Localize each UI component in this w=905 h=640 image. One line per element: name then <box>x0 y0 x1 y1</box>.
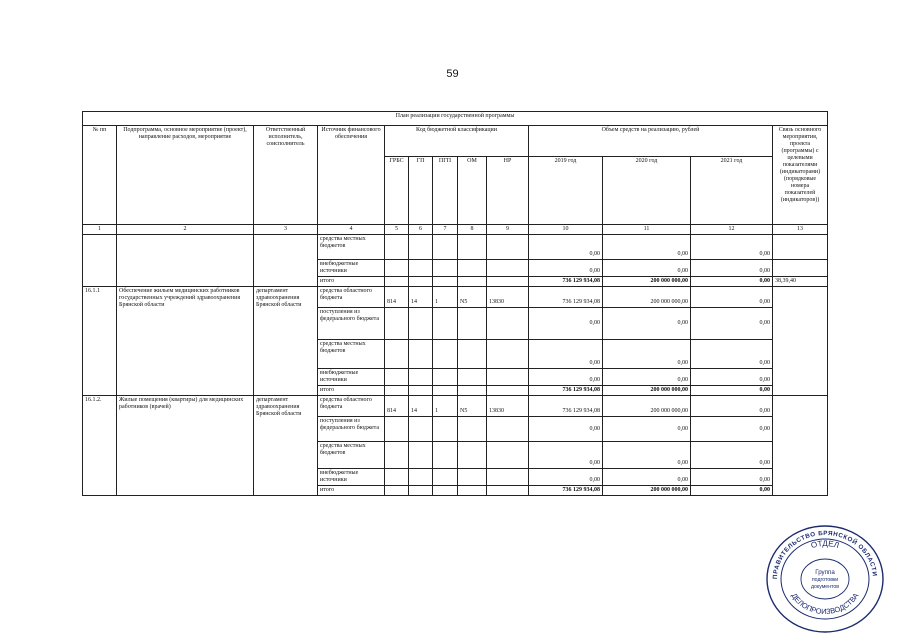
total-2019: 736 129 934,08 <box>529 486 603 496</box>
value-2020: 0,00 <box>603 235 691 260</box>
value-2019: 0,00 <box>529 442 603 469</box>
value-2020: 0,00 <box>603 340 691 369</box>
col-number: 12 <box>691 225 773 235</box>
program-plan-table <box>82 111 828 496</box>
value-2020: 0,00 <box>603 260 691 277</box>
header-no: № пп <box>83 126 117 225</box>
value-2020: 0,00 <box>603 369 691 386</box>
department-stamp <box>764 523 886 635</box>
source-cell: средства областного бюджета <box>318 287 385 308</box>
value-2020: 200 000 000,00 <box>603 396 691 417</box>
value-2019: 736 129 934,08 <box>529 287 603 308</box>
source-cell: средства местных бюджетов <box>318 235 385 260</box>
value-2019: 0,00 <box>529 235 603 260</box>
header-amount: Объем средств на реализацию, рублей <box>529 126 773 157</box>
source-cell: итого <box>318 277 385 287</box>
source-cell: средства областного бюджета <box>318 396 385 417</box>
col-number: 10 <box>529 225 603 235</box>
header-pgp: ПГП <box>433 157 458 225</box>
value-2021: 0,00 <box>691 469 773 486</box>
value-2019: 0,00 <box>529 369 603 386</box>
source-cell: поступления из федерального бюджета <box>318 417 385 442</box>
table-row <box>83 396 828 417</box>
value-2019: 0,00 <box>529 340 603 369</box>
source-cell: поступления из федерального бюджета <box>318 308 385 340</box>
code-nr: 13830 <box>487 287 529 308</box>
source-cell: итого <box>318 486 385 496</box>
stamp-center-line: подготовки <box>811 577 839 583</box>
source-cell: средства местных бюджетов <box>318 340 385 369</box>
source-cell: итого <box>318 386 385 396</box>
header-2020: 2020 год <box>603 157 691 225</box>
code-nr: 13830 <box>487 396 529 417</box>
source-cell: внебюджетные источники <box>318 469 385 486</box>
value-2021: 0,00 <box>691 235 773 260</box>
code-gp: 14 <box>409 287 433 308</box>
value-2020: 0,00 <box>603 469 691 486</box>
total-2021: 0,00 <box>691 486 773 496</box>
total-2021: 0,00 <box>691 277 773 287</box>
source-cell: внебюджетные источники <box>318 369 385 386</box>
table-row <box>83 235 828 260</box>
value-2021: 0,00 <box>691 369 773 386</box>
code-om: N5 <box>458 396 487 417</box>
col-number: 1 <box>83 225 117 235</box>
row-number: 16.1.2. <box>83 396 117 496</box>
code-grbs: 814 <box>385 287 409 308</box>
value-2021: 0,00 <box>691 260 773 277</box>
col-number: 8 <box>458 225 487 235</box>
col-number: 5 <box>385 225 409 235</box>
col-number: 13 <box>773 225 828 235</box>
svg-text:ОТДЕЛ <box>810 539 840 550</box>
stamp-ring-text: ПРАВИТЕЛЬСТВО БРЯНСКОЙ ОБЛАСТИ <box>771 529 878 580</box>
col-number: 2 <box>117 225 254 235</box>
header-grbs: ГРБС <box>385 157 409 225</box>
col-number: 3 <box>254 225 318 235</box>
total-2019: 736 129 934,08 <box>529 277 603 287</box>
stamp-center-line: документов <box>810 584 840 590</box>
col-number: 9 <box>487 225 529 235</box>
header-gp: ГП <box>409 157 433 225</box>
value-2019: 0,00 <box>529 308 603 340</box>
value-2021: 0,00 <box>691 287 773 308</box>
header-source: Источник финансового обеспечения <box>318 126 385 225</box>
col-number: 4 <box>318 225 385 235</box>
row-name: Обеспечение жильем медицинских работников государственных учреждений здравоохранения Брянской области <box>117 287 254 396</box>
total-2020: 200 000 000,00 <box>603 386 691 396</box>
code-pgp: 1 <box>433 396 458 417</box>
page-number: 59 <box>446 68 459 80</box>
value-2021: 0,00 <box>691 442 773 469</box>
code-grbs: 814 <box>385 396 409 417</box>
code-gp: 14 <box>409 396 433 417</box>
source-cell: внебюджетные источники <box>318 260 385 277</box>
row-executor: департамент здравоохранения Брянской области <box>254 396 318 496</box>
header-nr: НР <box>487 157 529 225</box>
stamp-center-line: Группа <box>815 569 835 576</box>
value-2020: 0,00 <box>603 442 691 469</box>
value-2019: 736 129 934,08 <box>529 396 603 417</box>
column-numbers-row <box>83 225 828 235</box>
total-2020: 200 000 000,00 <box>603 486 691 496</box>
header-executor: Ответственный исполнитель, соисполнитель <box>254 126 318 225</box>
total-2021: 0,00 <box>691 386 773 396</box>
table-row <box>83 287 828 308</box>
col-number: 11 <box>603 225 691 235</box>
value-2020: 0,00 <box>603 308 691 340</box>
total-2020: 200 000 000,00 <box>603 277 691 287</box>
table-title: План реализации государственной программы <box>83 112 828 126</box>
row-executor: департамент здравоохранения Брянской области <box>254 287 318 396</box>
stamp-top-text: ОТДЕЛ <box>809 538 841 551</box>
col-number: 6 <box>409 225 433 235</box>
value-2021: 0,00 <box>691 417 773 442</box>
code-pgp: 1 <box>433 287 458 308</box>
header-subprogram: Подпрограмма, основное мероприятие (проект), направление расходов, мероприятие <box>117 126 254 225</box>
value-2019: 0,00 <box>529 417 603 442</box>
value-2021: 0,00 <box>691 340 773 369</box>
col-number: 7 <box>433 225 458 235</box>
total-2019: 736 129 934,08 <box>529 386 603 396</box>
indicator-link: 38,39,40 <box>773 277 828 287</box>
stamp-bottom-text: ДЕЛОПРОИЗВОДСТВА <box>789 591 861 617</box>
header-2021: 2021 год <box>691 157 773 225</box>
value-2020: 0,00 <box>603 417 691 442</box>
value-2019: 0,00 <box>529 260 603 277</box>
header-2019: 2019 год <box>529 157 603 225</box>
code-om: N5 <box>458 287 487 308</box>
value-2019: 0,00 <box>529 469 603 486</box>
header-om: ОМ <box>458 157 487 225</box>
value-2020: 200 000 000,00 <box>603 287 691 308</box>
value-2021: 0,00 <box>691 396 773 417</box>
header-budget-code: Код бюджетной классификации <box>385 126 529 157</box>
row-number: 16.1.1 <box>83 287 117 396</box>
value-2021: 0,00 <box>691 308 773 340</box>
row-name: Жилые помещения (квартиры) для медицинских работников (врачей) <box>117 396 254 496</box>
header-link: Связь основного мероприятия, проекта (программы) с целевыми показателями (индикаторами) (порядковые номера показателей (индикаторов)) <box>773 126 828 225</box>
source-cell: средства местных бюджетов <box>318 442 385 469</box>
